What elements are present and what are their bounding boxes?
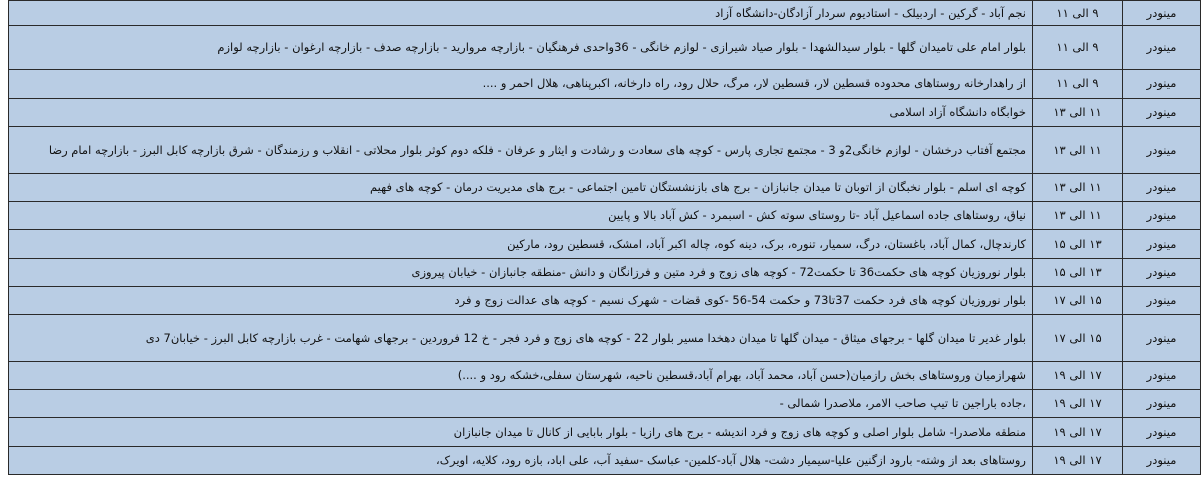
- area-cell: نیاق، روستاهای جاده اسماعیل آباد -تا روستای سوته کش - اسبمرد - کش آباد بالا و پایین: [9, 202, 1033, 230]
- table-row: [9, 315, 1201, 361]
- region-cell: مینودر: [1123, 418, 1201, 446]
- table-row: [9, 99, 1201, 127]
- time-cell: ۱۱ الی ۱۳: [1033, 173, 1123, 201]
- area-cell: کوچه ای اسلم - بلوار نخبگان از اتوبان تا میدان جانبازان - برج های بازنشستگان تامین اجتماعی - برج های مدیریت درمان - کوچه های فهیم: [9, 173, 1033, 201]
- region-cell: مینودر: [1123, 127, 1201, 173]
- table-row: [9, 26, 1201, 69]
- time-cell: ۱۵ الی ۱۷: [1033, 286, 1123, 314]
- region-cell: مینودر: [1123, 390, 1201, 418]
- time-cell: ۱۳ الی ۱۵: [1033, 230, 1123, 258]
- area-cell: ،جاده باراجین تا تیپ صاحب الامر، ملاصدرا شمالی -: [9, 390, 1033, 418]
- area-cell: بلوار امام علی تامیدان گلها - بلوار سیدالشهدا - بلوار صیاد شیرازی - لوازم خانگی - 36واحدی فرهنگیان - بازارچه مرواريد - بازارچه صدف - بازارچه ارغوان - بازارچه لوازم: [9, 26, 1033, 69]
- area-cell: از راهدارخانه روستاهای محدوده قسطین لار، قسطین لار، مرگ، حلال رود، راه دارخانه، اکبرپناهی، هلال احمر و ....: [9, 69, 1033, 98]
- region-cell: مینودر: [1123, 446, 1201, 474]
- outage-schedule: [8, 0, 1201, 475]
- region-cell: مینودر: [1123, 26, 1201, 69]
- area-cell: منطقه ملاصدرا- شامل بلوار اصلی و کوچه های زوج و فرد اندیشه - برج های رازیا - بلوار بابایی از کانال تا میدان جانبازان: [9, 418, 1033, 446]
- area-cell: نجم آباد - گرکین - اردبیلک - استادیوم سردار آزادگان-دانشگاه آزاد: [9, 1, 1033, 26]
- table-row: [9, 69, 1201, 98]
- time-cell: ۱۳ الی ۱۵: [1033, 258, 1123, 286]
- region-cell: مینودر: [1123, 230, 1201, 258]
- table-row: [9, 390, 1201, 418]
- table-row: [9, 286, 1201, 314]
- table-row: [9, 446, 1201, 474]
- area-cell: شهرازمیان وروستاهای بخش رازمیان(حسن آباد، محمد آباد، بهرام آباد،قسطین ناحیه، شهرستان سفلی،خشکه رود و ....): [9, 361, 1033, 389]
- region-cell: مینودر: [1123, 315, 1201, 361]
- area-cell: بلوار نوروزیان کوچه های فرد حکمت 37تا73 و حکمت 54-56 -کوی قضات - شهرک نسیم - کوچه های عدالت زوج و فرد: [9, 286, 1033, 314]
- table-row: [9, 418, 1201, 446]
- time-cell: ۱۷ الی ۱۹: [1033, 418, 1123, 446]
- region-cell: مینودر: [1123, 258, 1201, 286]
- area-cell: روستاهای بعد از وشته- بارود ازگنین علیا-سیمیار دشت- هلال آباد-کلمین- عباسک -سفید آب، علی اباد، بازه رود، کلایه، اویرک،: [9, 446, 1033, 474]
- region-cell: مینودر: [1123, 286, 1201, 314]
- area-cell: مجتمع آفتاب درخشان - لوازم خانگی2و 3 - مجتمع تجاری پارس - کوچه های سعادت و رشادت و ایثار و عرفان - فلکه دوم کوثر بلوار محلاتی - انقلاب و رزمندگان - شرق بازارچه کابل البرز - بازارچه امام رضا: [9, 127, 1033, 173]
- table-row: [9, 127, 1201, 173]
- time-cell: ۹ الی ۱۱: [1033, 69, 1123, 98]
- area-cell: بلوار غدیر تا میدان گلها - برجهای میثاق - میدان گلها تا میدان دهخدا مسیر بلوار 22 - کوچه های زوج و فرد فجر - خ 12 فروردین - برجهای شهامت - غرب بازارچه کابل البرز - خیابان7 دی: [9, 315, 1033, 361]
- region-cell: مینودر: [1123, 173, 1201, 201]
- time-cell: ۹ الی ۱۱: [1033, 26, 1123, 69]
- area-cell: خوابگاه دانشگاه آزاد اسلامی: [9, 99, 1033, 127]
- table-row: [9, 361, 1201, 389]
- table-row: [9, 258, 1201, 286]
- time-cell: ۱۵ الی ۱۷: [1033, 315, 1123, 361]
- region-cell: مینودر: [1123, 202, 1201, 230]
- area-cell: کارندچال، کمال آباد، باغستان، درگ، سمیار، تنوره، برک، دینه کوه، چاله اکبر آباد، امشک، قسطین رود، مارکین: [9, 230, 1033, 258]
- time-cell: ۱۷ الی ۱۹: [1033, 390, 1123, 418]
- table-row: [9, 173, 1201, 201]
- table-row: [9, 1, 1201, 26]
- region-cell: مینودر: [1123, 69, 1201, 98]
- region-cell: مینودر: [1123, 1, 1201, 26]
- region-cell: مینودر: [1123, 361, 1201, 389]
- area-cell: بلوار نوروزیان کوچه های حکمت36 تا حکمت72 - کوچه های زوج و فرد متین و فرزانگان و دانش -منطقه جانبازان - خیابان پیروزی: [9, 258, 1033, 286]
- time-cell: ۹ الی ۱۱: [1033, 1, 1123, 26]
- table-row: [9, 230, 1201, 258]
- table-row: [9, 202, 1201, 230]
- time-cell: ۱۷ الی ۱۹: [1033, 446, 1123, 474]
- region-cell: مینودر: [1123, 99, 1201, 127]
- time-cell: ۱۱ الی ۱۳: [1033, 127, 1123, 173]
- time-cell: ۱۷ الی ۱۹: [1033, 361, 1123, 389]
- time-cell: ۱۱ الی ۱۳: [1033, 99, 1123, 127]
- time-cell: ۱۱ الی ۱۳: [1033, 202, 1123, 230]
- schedule-table: [8, 0, 1201, 475]
